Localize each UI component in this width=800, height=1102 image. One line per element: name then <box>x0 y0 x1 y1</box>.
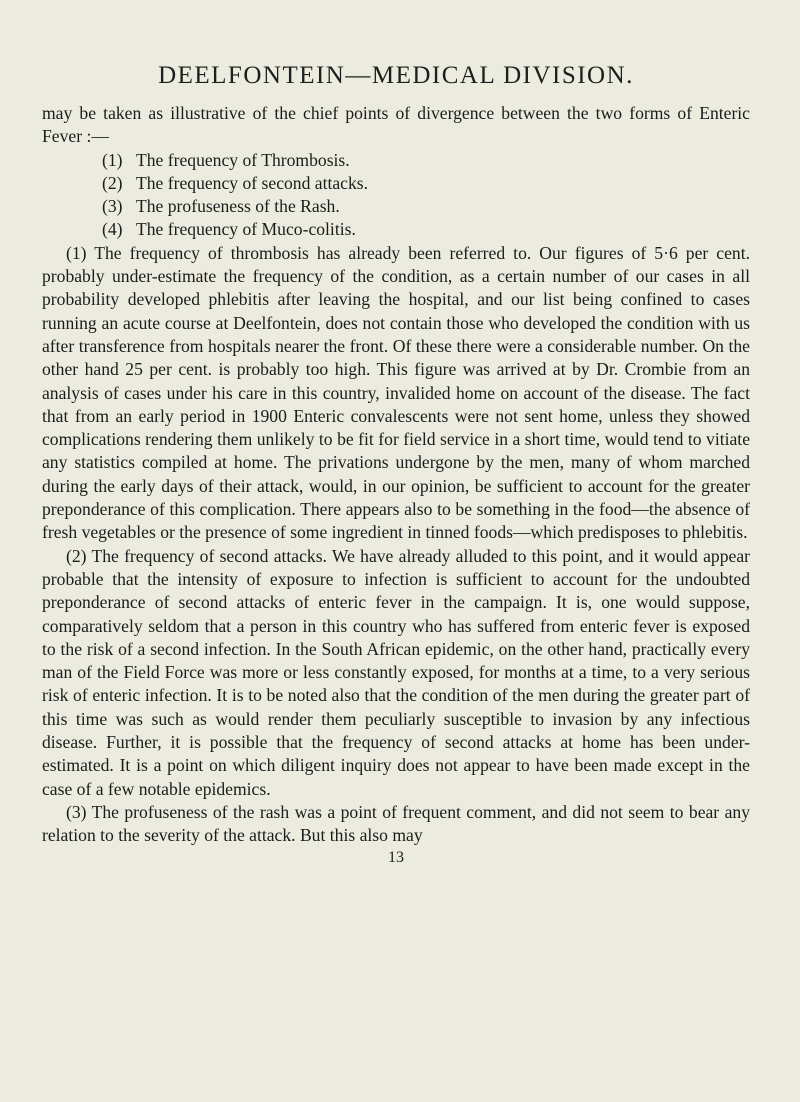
list-item-text: The frequency of Muco-colitis. <box>136 219 356 240</box>
running-head: DEELFONTEIN—MEDICAL DIVISION. <box>158 62 634 89</box>
list-item <box>102 195 750 218</box>
list-item-text: The profuseness of the Rash. <box>136 196 340 217</box>
page-number: 13 <box>388 848 404 866</box>
list-item <box>102 149 750 172</box>
paragraph-thrombosis: (1) The frequency of thrombosis has already been referred to. Our figures of 5·6 per cent. probably under-estimate the frequency of the condition, as a certain number of our cases in all probability developed phlebitis after leaving the hospital, and our list being confined to cases running an acute course at Deelfontein, does not contain those who developed the condition with us after transference from hospitals nearer the front. Of these there were a considerable number. On the other hand 25 per cent. is probably too high. This figure was arrived at by Dr. Crombie from an analysis of cases under his care in this country, invalided home on account of the disease. The fact that from an early period in 1900 Enteric convalescents were not sent home, unless they showed complications rendering them unlikely to be fit for field service in a short time, would tend to vitiate any statistics compiled at home. The privations undergone by the men, many of whom marched during the early days of their attack, would, in our opinion, be sufficient to account for the greater preponderance of this complication. There appears also to be something in the food—the absence of fresh vegetables or the presence of some ingredient in tinned foods—which predisposes to phlebitis. <box>42 242 750 543</box>
list-item <box>102 172 750 195</box>
page <box>42 62 750 868</box>
list-item <box>102 218 750 241</box>
list-item-number: (2) <box>102 172 123 193</box>
intro-paragraph: may be taken as illustrative of the chief points of divergence between the two forms of Enteric Fever :— <box>42 103 750 147</box>
paragraph-rash: (3) The profuseness of the rash was a point of frequent comment, and did not seem to bear any relation to the severity of the attack. But this also may <box>42 801 750 846</box>
list-item-number: (1) <box>102 149 123 170</box>
paragraph-second-attacks: (2) The frequency of second attacks. We have already alluded to this point, and it would appear probable that the intensity of exposure to infection is sufficient to account for the undoubted preponderance of second attacks of enteric fever in the campaign. It is, one would suppose, comparatively seldom that a person in this country who has suffered from enteric fever is exposed to the risk of a second infection. In the South African epidemic, on the other hand, practically every man of the Field Force was more or less constantly exposed, for months at a time, to a very serious risk of enteric infection. It is to be noted also that the condition of the men during the greater part of this time was such as would render them peculiarly susceptible to invasion by any infectious disease. Further, it is possible that the frequency of second attacks at home has been under-estimated. It is a point on which diligent inquiry does not appear to have been made except in the case of a few notable epidemics. <box>42 545 750 799</box>
list-item-text: The frequency of second attacks. <box>136 172 369 193</box>
list-item-number: (3) <box>102 196 123 217</box>
points-list <box>42 149 750 242</box>
list-item-text: The frequency of Thrombosis. <box>136 149 350 170</box>
list-item-number: (4) <box>102 219 123 240</box>
